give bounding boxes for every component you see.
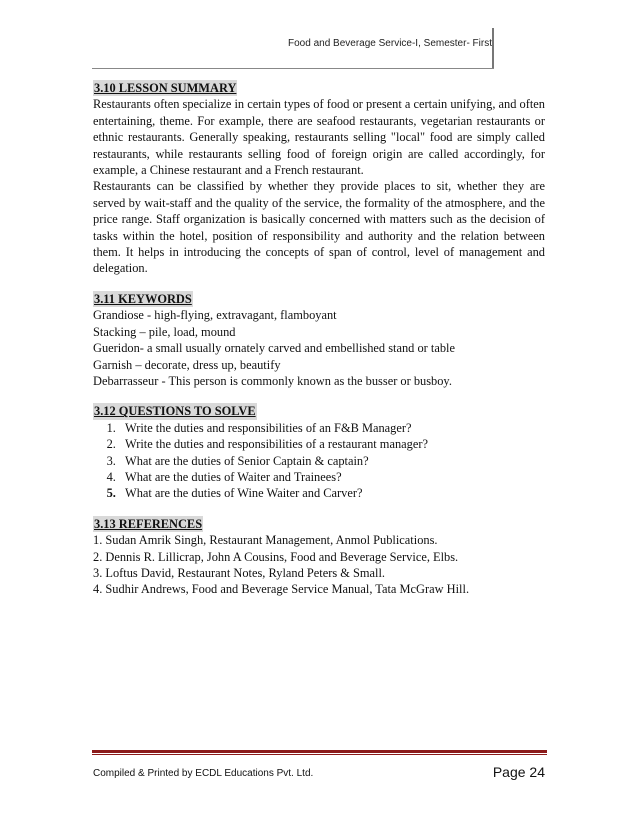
question-item: 4. What are the duties of Waiter and Trainees?	[119, 469, 545, 485]
reference-item: 3. Loftus David, Restaurant Notes, Ryland Peters & Small.	[93, 565, 386, 580]
page-content	[93, 80, 545, 598]
questions-list	[93, 420, 545, 502]
keyword-item: Debarrasseur - This person is commonly known as the busser or busboy.	[93, 373, 452, 388]
footer-publisher: Compiled & Printed by ECDL Educations Pvt. Ltd.	[93, 768, 314, 779]
lesson-summary-heading: 3.10 LESSON SUMMARY	[94, 81, 237, 95]
footer-rule-thin	[92, 754, 547, 755]
references-heading: 3.13 REFERENCES	[94, 516, 203, 531]
reference-item: 1. Sudan Amrik Singh, Restaurant Management, Anmol Publications.	[93, 533, 438, 548]
header-horizontal-rule	[92, 68, 494, 69]
keyword-item: Gueridon- a small usually ornately carved and embellished stand or table	[93, 341, 455, 356]
reference-item: 2. Dennis R. Lillicrap, John A Cousins, Food and Beverage Service, Elbs.	[93, 549, 459, 564]
keywords-heading: 3.11 KEYWORDS	[94, 291, 192, 306]
reference-item: 4. Sudhir Andrews, Food and Beverage Service Manual, Tata McGraw Hill.	[93, 582, 470, 597]
summary-paragraph: Restaurants can be classified by whether they provide places to sit, whether they are served by wait-staff and the quality of the service, the formality of the atmosphere, and the price range. Staff organization is basically concerned with matters such as the decision of tasks within the hotel, position of responsibility and authority and the relation between them. It helps in introducing the concepts of span of control, level of management and delegation.	[93, 179, 545, 276]
header-vertical-rule	[492, 28, 494, 68]
questions-heading: 3.12 QUESTIONS TO SOLVE	[94, 404, 256, 419]
keyword-item: Stacking – pile, load, mound	[93, 324, 236, 339]
keyword-item: Garnish – decorate, dress up, beautify	[93, 357, 281, 372]
lesson-summary-section	[93, 80, 545, 277]
keyword-item: Grandiose - high-flying, extravagant, flamboyant	[93, 308, 337, 323]
question-item: 3. What are the duties of Senior Captain & captain?	[119, 453, 545, 469]
references-section	[93, 516, 545, 598]
questions-section	[93, 403, 545, 501]
question-item: 1. Write the duties and responsibilities of an F&B Manager?	[119, 420, 545, 436]
running-header: Food and Beverage Service-I, Semester- First	[288, 38, 492, 49]
page-number: Page 24	[492, 764, 545, 780]
keywords-section	[93, 291, 545, 389]
question-item: 5. What are the duties of Wine Waiter and Carver?	[119, 485, 545, 501]
summary-paragraph: Restaurants often specialize in certain types of food or present a certain unifying, and often entertaining, theme. For example, there are seafood restaurants, vegetarian restaurants or ethnic restaurants. Generally speaking, restaurants selling "local" food are simply called restaurants, while restaurants selling food of foreign origin are called accordingly, for example, a Chinese restaurant and a French restaurant.	[93, 97, 545, 178]
footer-rule-thick	[92, 750, 547, 753]
question-item: 2. Write the duties and responsibilities of a restaurant manager?	[119, 436, 545, 452]
